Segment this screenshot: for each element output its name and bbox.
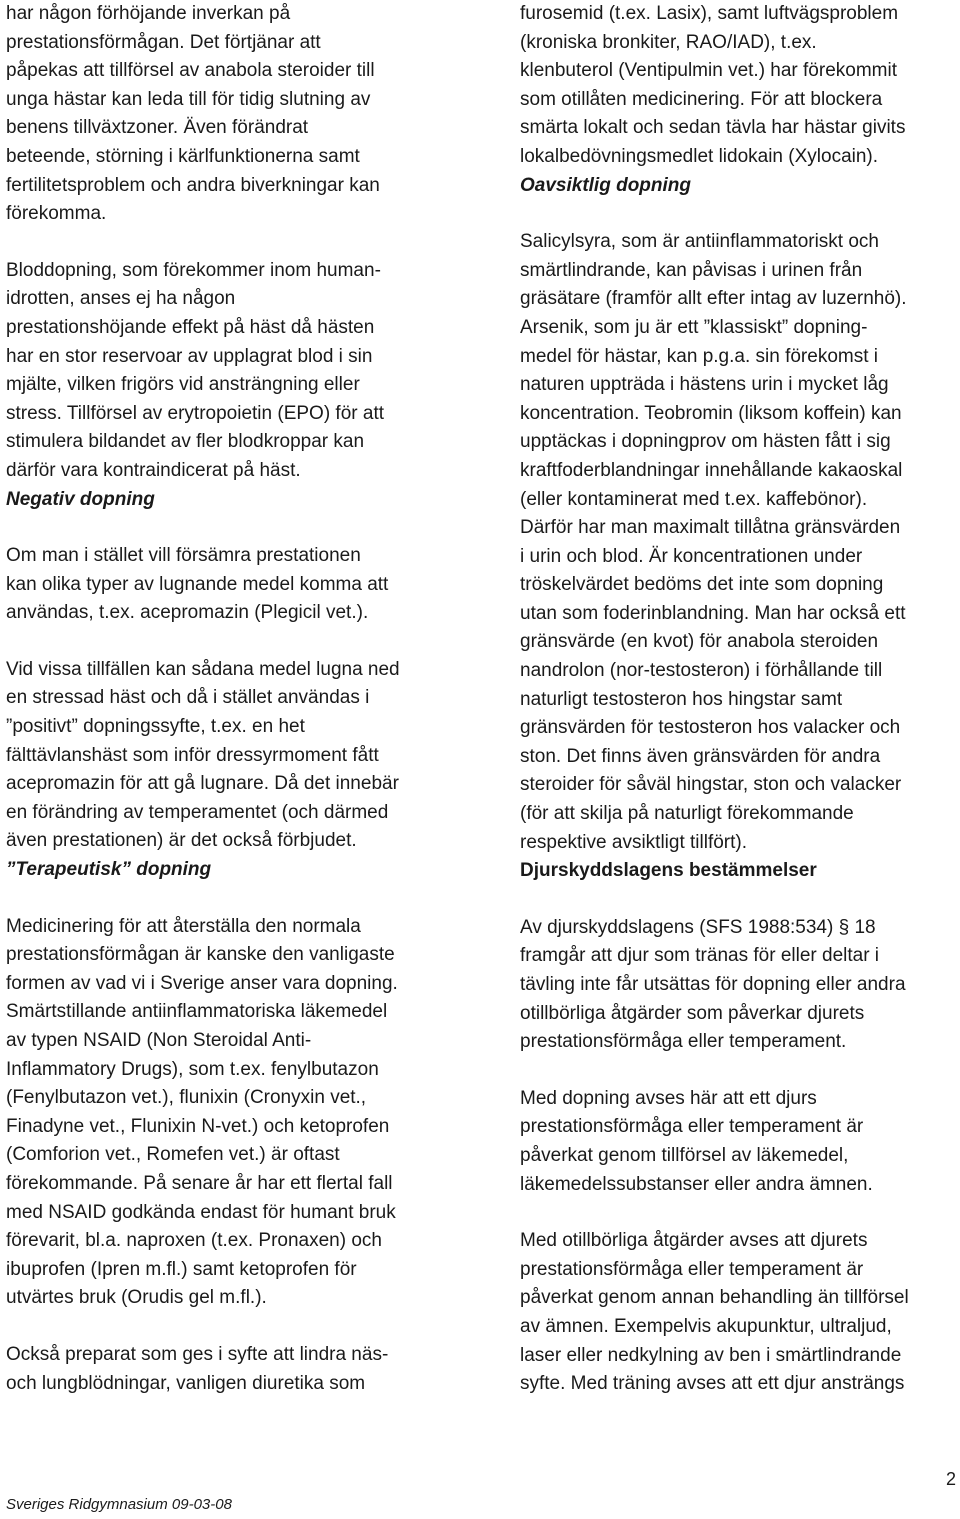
paragraph-nsaid: Medicinering för att återställa den normala prestationsförmågan är kanske den vanligaste formen av vad vi i Sverige anser vara dopning. Smärtstillande antiinflammatoriska läkemedel av typen NSAID (Non Steroidal Anti- Inflammatory Drugs), som t.ex. fenylbutazon (Fenylbutazon vet.), flunixin (Cronyxin vet., Finadyne vet., Flunixin N-vet.) och ketoprofen (Comforion vet., Romefen vet.) är oftast förekommande. På senare år har ett flertal fall med NSAID godkända endast för humant bruk förevarit, bl.a. naproxen (t.ex. Pronaxen) och ibuprofen (Ipren m.fl.) samt ketoprofen för utvärtes bruk (Orudis gel m.fl.). bbox=[6, 915, 398, 1309]
paragraph-improper-measures: Med otillbörliga åtgärder avses att djurets prestationsförmåga eller temperament är påverkat genom annan behandling än tillförsel av ämnen. Exempelvis akupunktur, ultraljud, laser eller nedkylning av ben i smärtlindrande syfte. Med träning avses att ett djur ansträngs bbox=[520, 1230, 909, 1395]
paragraph-doping-definition: Med dopning avses här att ett djurs prestationsförmåga eller temperament är påverkat genom tillförsel av läkemedel, läkemedelssubstanser eller andra ämnen. bbox=[520, 1087, 873, 1195]
paragraph-law-section: Av djurskyddslagens (SFS 1988:534) § 18 framgår att djur som tränas för eller deltar i tävling inte får utsättas för dopning eller andra otillbörliga åtgärder som påverkar djurets prestationsförmåga eller temperament. bbox=[520, 916, 906, 1053]
paragraph-thresholds: Salicylsyra, som är antiinflammatoriskt och smärtlindrande, kan påvisas i urinen från gräsätare (framför allt efter intag av luzernhö). Arsenik, som ju är ett ”klassiskt” dopning- medel för hästar, kan p.g.a. sin förekomst i naturen uppträda i hästens urin i mycket låg koncentration. Teobromin (liksom koffein) kan upptäckas i dopningprov om hästen fått i sig kraftfoderblandningar innehållande kakaoskal (eller kontaminerat med t.ex. kaffebönor). Därför har man maximalt tillåtna gränsvärden i urin och blod. Är koncentrationen under tröskelvärdet bedöms det inte som dopning utan som foderinblandning. Man har också ett gränsvärde (en kvot) för anabola steroiden nandrolon (nor-testosteron) i förhållande till naturligt testosteron hos hingstar samt gränsvärden för testosteron hos valacker och ston. Det finns även gränsvärden för andra steroider för såväl hingstar, ston och valacker (för att skilja på naturligt förekommande respektive avsiktligt tillfört). bbox=[520, 231, 907, 853]
footer-source: Sveriges Ridgymnasium 09-03-08 bbox=[6, 1496, 232, 1513]
paragraph-anabolic-steroids: har någon förhöjande inverkan på prestationsförmågan. Det förtjänar att påpekas att tillförsel av anabola steroider till unga hästar kan leda till för tidig slutning av benens tillväxtzoner. Även förändrat beteende, störning i kärlfunktionerna samt fertilitetsproblem och andra biverkningar kan förekomma. bbox=[6, 3, 380, 225]
paragraph-blood-doping: Bloddopning, som förekommer inom human- idrotten, anses ej ha någon prestationshöjande effekt på häst då hästen har en stor reservoar av upplagrat blod i sin mjälte, vilken frigörs vid ansträngning eller stress. Tillförsel av erytropoietin (EPO) för att stimulera bildandet av fler blodkroppar kan därför vara kontraindicerat på häst. bbox=[6, 259, 385, 481]
paragraph-diuretics: Också preparat som ges i syfte att lindra näs- och lungblödningar, vanligen diuretika som bbox=[6, 1343, 389, 1394]
heading-negative-doping: Negativ dopning bbox=[6, 488, 155, 510]
paragraph-sedatives: Om man i stället vill försämra prestationen kan olika typer av lugnande medel komma att användas, t.ex. acepromazin (Plegicil vet.). bbox=[6, 545, 389, 624]
left-column bbox=[6, 0, 452, 1398]
heading-therapeutic-doping: ”Terapeutisk” dopning bbox=[6, 859, 212, 881]
heading-unintentional-doping: Oavsiktlig dopning bbox=[520, 174, 692, 196]
right-column bbox=[520, 0, 960, 1399]
paragraph-furosemide: furosemid (t.ex. Lasix), samt luftvägsproblem (kroniska bronkiter, RAO/IAD), t.ex. klenbuterol (Ventipulmin vet.) har förekommit som otillåten medicinering. För att blockera smärta lokalt och sedan tävla har hästar givits lokalbedövningsmedlet lidokain (Xylocain). bbox=[520, 3, 906, 167]
heading-animal-welfare-act: Djurskyddslagens bestämmelser bbox=[520, 860, 817, 882]
paragraph-positive-sedation: Vid vissa tillfällen kan sådana medel lugna ned en stressad häst och då i stället användas i ”positivt” dopningssyfte, t.ex. en het fälttävlanshäst som inför dressyrmoment fått acepromazin för att gå lugnare. Då det innebär en förändring av temperamentet (och därmed även prestationen) är det också förbjudet. bbox=[6, 658, 400, 852]
page-number: 2 bbox=[945, 1469, 956, 1489]
